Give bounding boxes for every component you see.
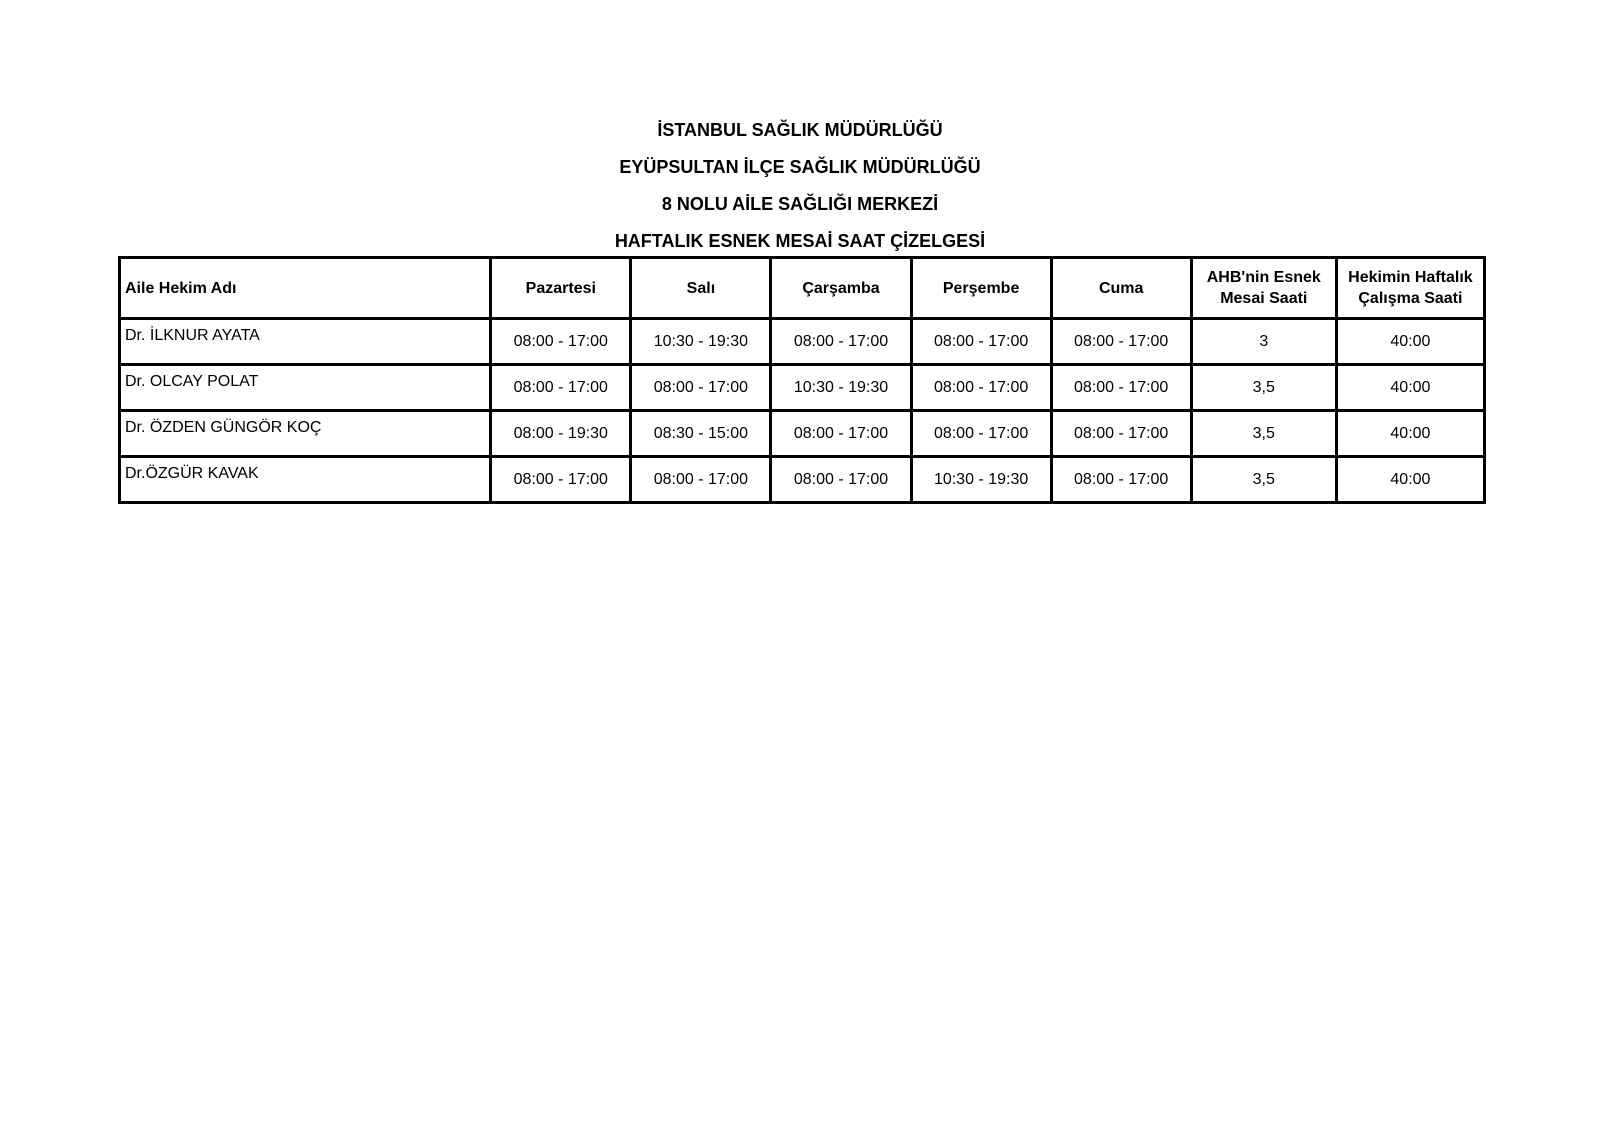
table-row (120, 411, 1485, 457)
header-district-title: EYÜPSULTAN İLÇE SAĞLIK MÜDÜRLÜĞÜ (619, 157, 981, 177)
table-row (120, 319, 1485, 365)
column-header-tuesday: Salı (631, 258, 771, 319)
tuesday-hours-cell: 08:00 - 17:00 (631, 457, 771, 503)
column-header-weekly-hours: Hekimin Haftalık Çalışma Saati (1336, 258, 1484, 319)
monday-hours-cell: 08:00 - 19:30 (491, 411, 631, 457)
weekly-hours-cell: 40:00 (1336, 365, 1484, 411)
wednesday-hours-cell: 08:00 - 17:00 (771, 457, 911, 503)
doctor-name-cell: Dr. İLKNUR AYATA (120, 319, 491, 365)
table-row (120, 457, 1485, 503)
doctor-name-cell: Dr. OLCAY POLAT (120, 365, 491, 411)
tuesday-hours-cell: 08:00 - 17:00 (631, 365, 771, 411)
friday-hours-cell: 08:00 - 17:00 (1051, 457, 1191, 503)
tuesday-hours-cell: 10:30 - 19:30 (631, 319, 771, 365)
table-row (120, 365, 1485, 411)
document-header (0, 112, 1600, 260)
doctor-name-cell: Dr. ÖZDEN GÜNGÖR KOÇ (120, 411, 491, 457)
flex-hours-cell: 3,5 (1191, 411, 1336, 457)
thursday-hours-cell: 08:00 - 17:00 (911, 365, 1051, 411)
flex-hours-cell: 3,5 (1191, 365, 1336, 411)
monday-hours-cell: 08:00 - 17:00 (491, 457, 631, 503)
column-header-thursday: Perşembe (911, 258, 1051, 319)
thursday-hours-cell: 08:00 - 17:00 (911, 411, 1051, 457)
monday-hours-cell: 08:00 - 17:00 (491, 319, 631, 365)
tuesday-hours-cell: 08:30 - 15:00 (631, 411, 771, 457)
flex-hours-cell: 3,5 (1191, 457, 1336, 503)
thursday-hours-cell: 08:00 - 17:00 (911, 319, 1051, 365)
column-header-monday: Pazartesi (491, 258, 631, 319)
column-header-doctor-name: Aile Hekim Adı (120, 258, 491, 319)
wednesday-hours-cell: 10:30 - 19:30 (771, 365, 911, 411)
friday-hours-cell: 08:00 - 17:00 (1051, 365, 1191, 411)
friday-hours-cell: 08:00 - 17:00 (1051, 411, 1191, 457)
weekly-hours-cell: 40:00 (1336, 457, 1484, 503)
doctor-name-cell: Dr.ÖZGÜR KAVAK (120, 457, 491, 503)
wednesday-hours-cell: 08:00 - 17:00 (771, 319, 911, 365)
flex-hours-cell: 3 (1191, 319, 1336, 365)
page-title: HAFTALIK ESNEK MESAİ SAAT ÇİZELGESİ (614, 231, 986, 251)
thursday-hours-cell: 10:30 - 19:30 (911, 457, 1051, 503)
monday-hours-cell: 08:00 - 17:00 (491, 365, 631, 411)
column-header-friday: Cuma (1051, 258, 1191, 319)
weekly-hours-cell: 40:00 (1336, 319, 1484, 365)
schedule-table (118, 256, 1486, 504)
column-header-flex-hours: AHB'nin Esnek Mesai Saati (1191, 258, 1336, 319)
table-header-row (120, 258, 1485, 319)
weekly-hours-cell: 40:00 (1336, 411, 1484, 457)
header-center-title: 8 NOLU AİLE SAĞLIĞI MERKEZİ (661, 194, 939, 214)
friday-hours-cell: 08:00 - 17:00 (1051, 319, 1191, 365)
header-ministry-title: İSTANBUL SAĞLIK MÜDÜRLÜĞÜ (657, 120, 943, 140)
column-header-wednesday: Çarşamba (771, 258, 911, 319)
wednesday-hours-cell: 08:00 - 17:00 (771, 411, 911, 457)
